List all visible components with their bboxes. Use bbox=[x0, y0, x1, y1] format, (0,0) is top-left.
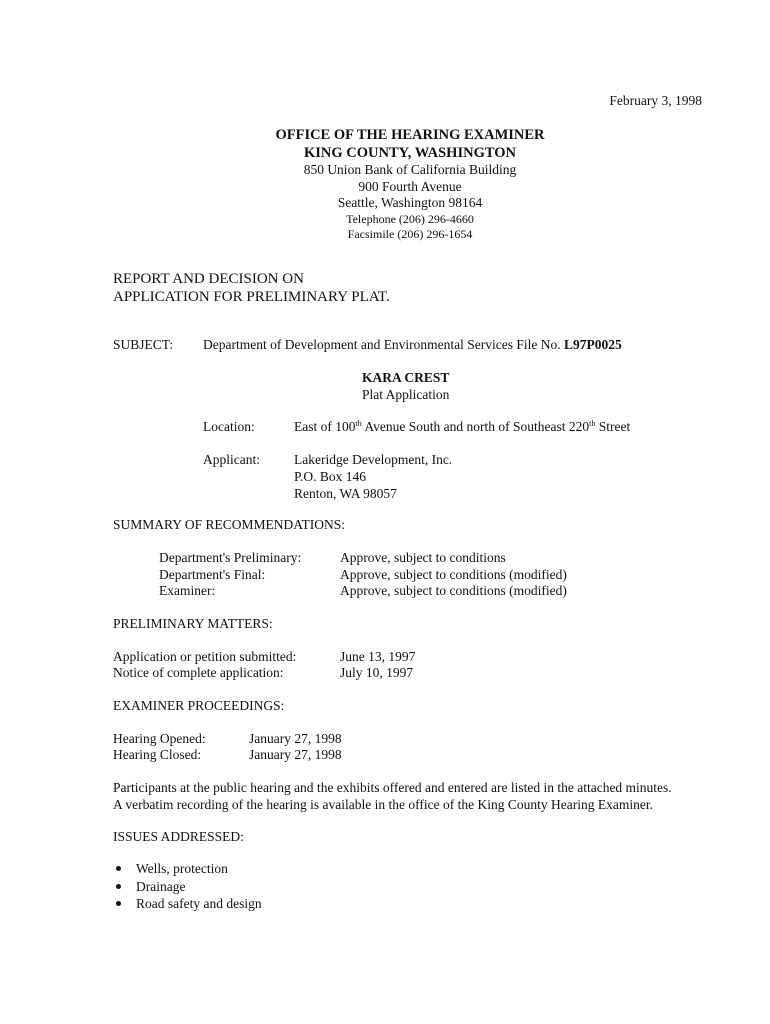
recommendation-label: Examiner: bbox=[159, 583, 216, 598]
location-text-3: Street bbox=[595, 419, 631, 434]
bullet-icon bbox=[116, 866, 121, 871]
facsimile: Facsimile (206) 296-1654 bbox=[347, 226, 473, 241]
issue-text: Drainage bbox=[136, 878, 186, 894]
preliminary-matters-heading: PRELIMINARY MATTERS: bbox=[113, 616, 273, 631]
matter-value: June 13, 1997 bbox=[340, 649, 416, 664]
address-line-3: Seattle, Washington 98164 bbox=[337, 195, 483, 210]
location-text-2: Avenue South and north of Southeast 220 bbox=[361, 419, 590, 434]
issue-text: Road safety and design bbox=[136, 896, 262, 911]
office-name: OFFICE OF THE HEARING EXAMINER bbox=[275, 127, 545, 143]
applicant-po-box: P.O. Box 146 bbox=[294, 469, 367, 484]
ordinal-suffix: th bbox=[355, 419, 362, 428]
recommendation-value: Approve, subject to conditions bbox=[340, 550, 506, 565]
plat-block bbox=[362, 369, 449, 403]
location-value bbox=[294, 418, 630, 435]
report-title-line-1: REPORT AND DECISION ON bbox=[113, 271, 304, 287]
subject-label: SUBJECT: bbox=[113, 337, 174, 352]
telephone: Telephone (206) 296-4660 bbox=[346, 211, 474, 226]
subject-description: Department of Development and Environmental Services File No. bbox=[203, 337, 565, 352]
list-item bbox=[113, 878, 262, 896]
plat-type: Plat Application bbox=[362, 387, 450, 402]
location-label: Location: bbox=[203, 419, 255, 434]
hearing-label: Hearing Closed: bbox=[113, 747, 202, 762]
matter-value: July 10, 1997 bbox=[340, 665, 414, 680]
hearing-value: January 27, 1998 bbox=[249, 731, 342, 746]
list-item bbox=[113, 860, 262, 878]
proceedings-heading: EXAMINER PROCEEDINGS: bbox=[113, 698, 285, 713]
recommendation-value: Approve, subject to conditions (modified) bbox=[340, 583, 567, 598]
applicant-label: Applicant: bbox=[203, 452, 260, 467]
address-line-2: 900 Fourth Avenue bbox=[358, 178, 462, 194]
applicant-value bbox=[294, 451, 452, 502]
letterhead bbox=[210, 126, 610, 242]
recommendation-value: Approve, subject to conditions (modified) bbox=[340, 567, 567, 582]
file-number: L97P0025 bbox=[564, 337, 622, 352]
issue-text: Wells, protection bbox=[136, 861, 228, 876]
applicant-name: Lakeridge Development, Inc. bbox=[294, 452, 453, 467]
county-name: KING COUNTY, WASHINGTON bbox=[303, 145, 517, 161]
report-title bbox=[113, 270, 390, 306]
paragraph-line-2: A verbatim recording of the hearing is available in the office of the King County Hearing Examiner. bbox=[113, 797, 653, 812]
hearing-value: January 27, 1998 bbox=[249, 747, 342, 762]
summary-heading: SUMMARY OF RECOMMENDATIONS: bbox=[113, 517, 346, 532]
report-title-line-2: APPLICATION FOR PRELIMINARY PLAT. bbox=[113, 289, 390, 305]
bullet-icon bbox=[116, 884, 121, 889]
proceedings-paragraph bbox=[113, 779, 672, 813]
hearing-label: Hearing Opened: bbox=[113, 731, 206, 746]
matter-label: Application or petition submitted: bbox=[113, 649, 297, 664]
applicant-city: Renton, WA 98057 bbox=[294, 486, 397, 501]
paragraph-line-1: Participants at the public hearing and the exhibits offered and entered are listed in the attached minutes. bbox=[113, 780, 672, 795]
recommendation-label: Department's Preliminary: bbox=[159, 550, 302, 565]
issues-list bbox=[113, 860, 262, 913]
subject-text bbox=[203, 336, 622, 353]
matter-label: Notice of complete application: bbox=[113, 665, 284, 680]
plat-name: KARA CREST bbox=[362, 370, 450, 385]
list-item bbox=[113, 895, 262, 913]
ordinal-suffix: th bbox=[589, 419, 596, 428]
document-date: February 3, 1998 bbox=[609, 93, 702, 108]
address-line-1: 850 Union Bank of California Building bbox=[303, 162, 517, 177]
bullet-icon bbox=[116, 901, 121, 906]
recommendation-label: Department's Final: bbox=[159, 567, 266, 582]
location-text-1: East of 100 bbox=[294, 419, 356, 434]
issues-heading: ISSUES ADDRESSED: bbox=[113, 829, 244, 844]
